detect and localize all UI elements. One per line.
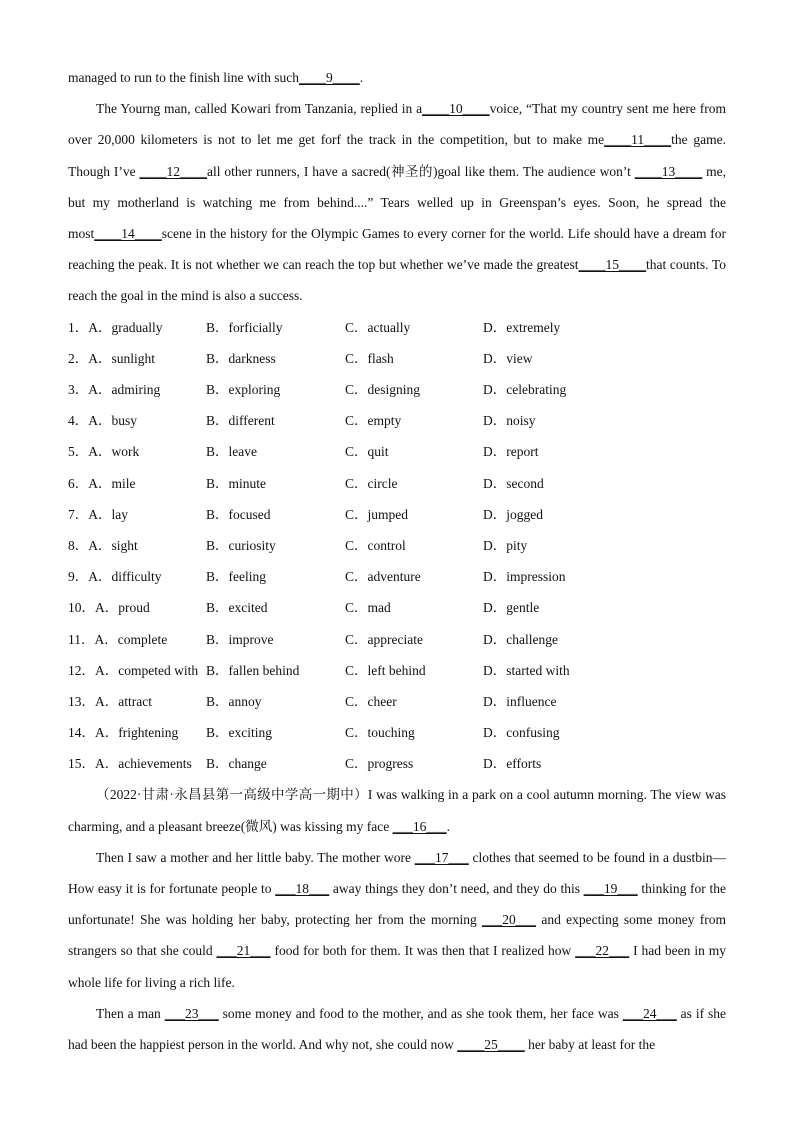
answer-blank: ___24___: [622, 1005, 677, 1021]
option-row: [68, 530, 726, 561]
option-b: B．focused: [206, 506, 271, 522]
option-b: B．minute: [206, 475, 266, 491]
option-c: C．flash: [345, 350, 394, 366]
option-c: C．adventure: [345, 569, 421, 585]
option-a-text: A．admiring: [88, 382, 161, 397]
option-row: [68, 748, 726, 779]
option-b: B．curiosity: [206, 537, 276, 553]
option-a-text: A．sunlight: [88, 350, 156, 366]
answer-blank: ___21___: [216, 943, 271, 959]
answer-blank: ____13____: [634, 163, 703, 179]
option-c: C．mad: [345, 600, 391, 616]
option-a-text: A．busy: [88, 413, 138, 429]
option-a: [68, 561, 162, 592]
passage-text: her baby at least for the: [524, 1037, 656, 1053]
passage-text: .: [359, 70, 364, 85]
option-b: B．different: [206, 413, 275, 429]
option-c: C．cheer: [345, 693, 397, 709]
option-a-text: A．difficulty: [88, 569, 162, 585]
option-row: [68, 468, 726, 499]
option-a-text: A．mile: [88, 475, 136, 491]
passage-text: .: [446, 818, 451, 834]
question-number: 3．: [68, 382, 89, 397]
passage2-paragraph-3: [68, 998, 726, 1060]
option-c: C．quit: [345, 444, 389, 460]
options-list: [68, 312, 726, 780]
option-d: D．impression: [483, 569, 566, 585]
answer-blank: ____25____: [457, 1037, 525, 1053]
answer-blank: ____12____: [139, 163, 208, 179]
option-row: [68, 592, 726, 623]
option-a: [68, 374, 160, 405]
option-d: D．second: [483, 475, 544, 491]
passage-text: thinking for the unfortunate! She was holding her baby, protecting her from the morning: [68, 881, 726, 928]
option-b: B．annoy: [206, 693, 262, 709]
option-row: [68, 499, 726, 530]
option-a: [68, 312, 162, 343]
passage-text: scene in the history for the Olympic Games to every corner for the world. Life should have a dream for reaching the peak. It is not whether we can reach the top but whether we’ve made the greatest: [68, 226, 726, 273]
passage-text: and expecting some money from strangers so that she could: [68, 912, 726, 959]
option-row: [68, 655, 726, 686]
passage-text: I had been in my whole life for living a rich life.: [68, 943, 726, 990]
option-c: C．control: [345, 537, 406, 553]
option-a: [68, 530, 138, 561]
passage1-paragraph-1: [68, 62, 726, 93]
option-a: [68, 655, 198, 686]
option-row: [68, 561, 726, 592]
option-a-text: A．frightening: [95, 725, 179, 741]
option-a-text: A．complete: [94, 631, 168, 647]
option-a-text: A．work: [88, 444, 140, 460]
document-page: [68, 62, 726, 1060]
option-a: [68, 624, 167, 655]
passage-text: voice, “That my country sent me here from over 20,000 kilometers is not to let me get forf the track in the competition, but to make me: [68, 101, 726, 148]
answer-blank: ____15____: [578, 257, 647, 273]
passage2-paragraph-1: [68, 779, 726, 841]
question-number: 10．: [68, 600, 95, 616]
option-a: [68, 436, 139, 467]
option-b: B．fallen behind: [206, 662, 300, 678]
passage-text: The Yourng man, called Kowari from Tanzania, replied in a: [96, 101, 423, 117]
option-d: D．influence: [483, 693, 557, 709]
option-a: [68, 686, 152, 717]
option-b: B．leave: [206, 444, 257, 460]
answer-blank: ____14____: [94, 226, 162, 242]
option-b: B．change: [206, 756, 267, 772]
option-a-text: A．competed with: [95, 662, 199, 678]
answer-blank: ___20___: [482, 912, 537, 928]
option-a-text: A．achievements: [95, 756, 192, 772]
option-a: [68, 717, 178, 748]
option-row: [68, 374, 726, 405]
option-d: D．view: [483, 350, 533, 366]
option-a: [68, 748, 192, 779]
option-row: [68, 343, 726, 374]
option-b: B．improve: [206, 631, 274, 647]
passage-text: the game. Though I’ve: [68, 132, 726, 179]
option-d: D．confusing: [483, 725, 560, 741]
option-c: C．left behind: [345, 662, 426, 678]
option-a-text: A．sight: [88, 537, 138, 553]
option-d: D．celebrating: [483, 382, 567, 397]
option-c: C．progress: [345, 756, 414, 772]
answer-blank: ____11____: [604, 132, 672, 148]
option-a: [68, 343, 155, 374]
answer-blank: ___22___: [575, 943, 630, 959]
option-a: [68, 468, 136, 499]
option-c: C．circle: [345, 475, 398, 491]
option-c: C．touching: [345, 725, 415, 741]
passage-text: as if she had been the happiest person in the world. And why not, she could now: [68, 1005, 726, 1053]
answer-blank: ____9____: [298, 70, 360, 85]
question-number: 13．: [68, 693, 95, 709]
question-number: 8．: [68, 537, 89, 553]
passage2-paragraph-2: [68, 842, 726, 998]
option-d: D．jogged: [483, 506, 543, 522]
question-number: 1．: [68, 319, 89, 335]
answer-blank: ___17___: [414, 849, 469, 865]
option-c: C．designing: [345, 382, 421, 397]
passage-text: all other runners, I have a sacred(神圣的)goal like them. The audience won’t: [207, 163, 635, 179]
option-b: B．exciting: [206, 725, 272, 741]
option-d: D．started with: [483, 662, 570, 678]
option-row: [68, 686, 726, 717]
question-number: 4．: [68, 413, 89, 429]
option-a-text: A．proud: [95, 600, 150, 616]
passage1-paragraph-2: [68, 93, 726, 311]
option-b: B．feeling: [206, 569, 266, 585]
question-number: 14．: [68, 725, 95, 741]
option-row: [68, 312, 726, 343]
option-d: D．pity: [483, 537, 528, 553]
option-row: [68, 717, 726, 748]
passage-text: away things they don’t need, and they do this: [329, 881, 584, 897]
question-number: 12．: [68, 662, 95, 678]
passage-text: Then I saw a mother and her little baby. The mother wore: [96, 849, 415, 865]
option-b: B．exploring: [206, 382, 281, 397]
option-a-text: A．lay: [88, 506, 128, 522]
answer-blank: ___23___: [164, 1005, 219, 1021]
answer-blank: ___18___: [275, 881, 330, 897]
option-c: C．appreciate: [345, 631, 423, 647]
question-number: 5．: [68, 444, 89, 460]
answer-blank: ____10____: [422, 101, 490, 117]
option-a: [68, 592, 150, 623]
passage-text: food for both for them. It was then that I realized how: [270, 943, 576, 959]
option-row: [68, 405, 726, 436]
option-row: [68, 624, 726, 655]
passage-text: me, but my motherland is watching me from behind....” Tears welled up in Greenspan’s eyes. Soon, he spread the most: [68, 163, 726, 242]
option-c: C．empty: [345, 413, 402, 429]
option-d: D．challenge: [483, 631, 558, 647]
option-d: D．efforts: [483, 756, 542, 772]
passage-text: some money and food to the mother, and as she took them, her face was: [218, 1005, 623, 1021]
passage-text: clothes that seemed to be found in a dustbin—How easy it is for fortunate people to: [68, 849, 726, 897]
passage-text: managed to run to the finish line with such: [68, 70, 299, 85]
option-c: C．jumped: [345, 506, 408, 522]
option-b: B．excited: [206, 600, 268, 616]
option-b: B．forficially: [206, 319, 283, 335]
question-number: 9．: [68, 569, 89, 585]
question-number: 11．: [68, 631, 95, 647]
answer-blank: ___19___: [583, 881, 638, 897]
question-number: 2．: [68, 350, 89, 366]
question-number: 15．: [68, 756, 95, 772]
question-number: 6．: [68, 475, 89, 491]
option-row: [68, 436, 726, 467]
option-d: D．extremely: [483, 319, 561, 335]
option-a-text: A．attract: [95, 693, 152, 709]
option-d: D．gentle: [483, 600, 540, 616]
option-a: [68, 405, 137, 436]
answer-blank: ___16___: [392, 818, 447, 834]
passage-text: （2022·甘肃·永昌县第一高级中学高一期中）I was walking in a park on a cool autumn morning. The view was charming, and a pleasant breeze(微风) was kissing my face: [68, 787, 726, 834]
passage-text: that counts. To reach the goal in the mind is also a success.: [68, 257, 726, 304]
option-b: B．darkness: [206, 350, 276, 366]
question-number: 7．: [68, 506, 89, 522]
passage-text: Then a man: [96, 1005, 165, 1021]
option-d: D．report: [483, 444, 539, 460]
option-c: C．actually: [345, 319, 411, 335]
option-a-text: A．gradually: [88, 319, 163, 335]
option-d: D．noisy: [483, 413, 536, 429]
option-a: [68, 499, 128, 530]
